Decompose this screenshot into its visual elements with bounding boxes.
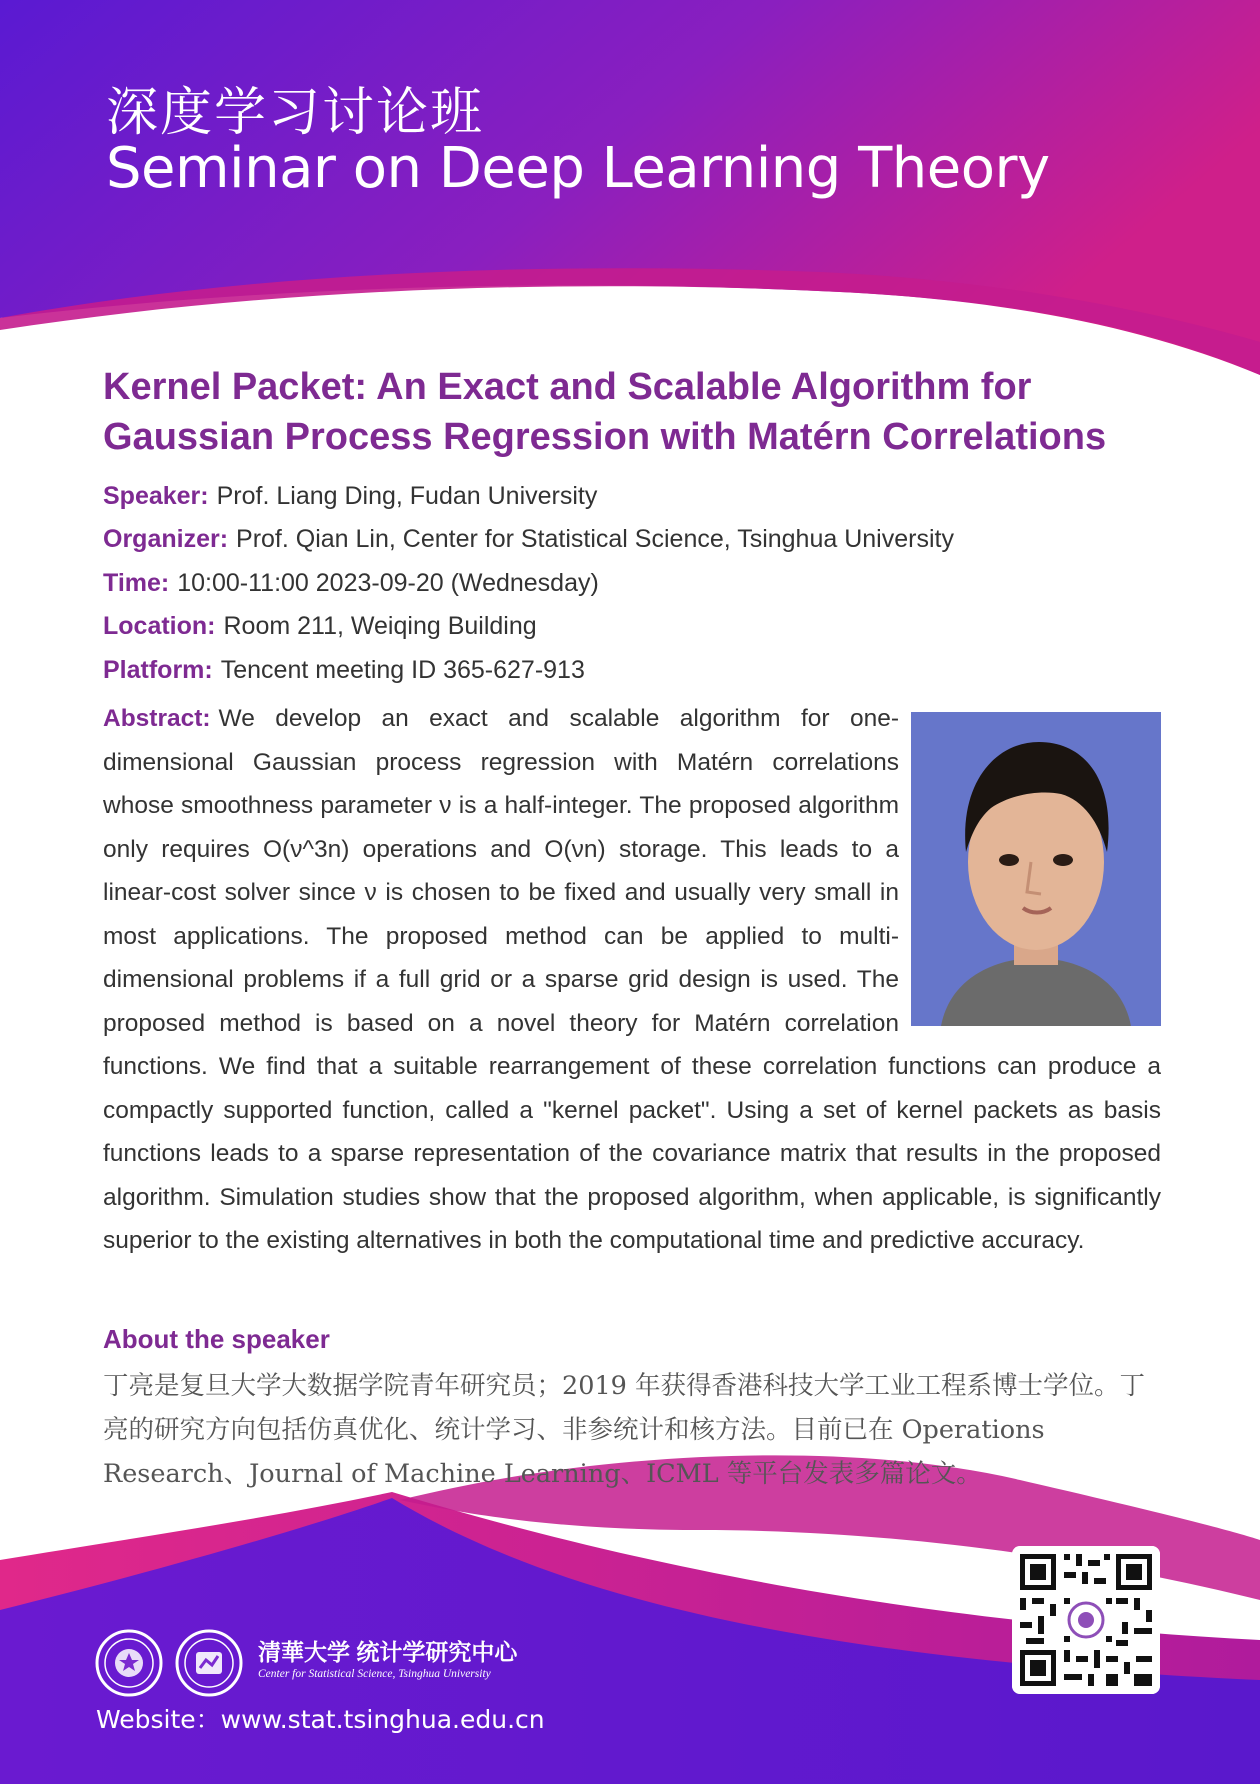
qr-code-icon bbox=[1012, 1546, 1160, 1694]
seminar-title-cn: 深度学习讨论班 bbox=[106, 83, 485, 143]
platform-label: Platform: bbox=[103, 656, 213, 684]
location-value: Room 211, Weiqing Building bbox=[223, 612, 537, 640]
time-value: 10:00-11:00 2023-09-20 (Wednesday) bbox=[177, 569, 599, 597]
organizer-row bbox=[103, 525, 1163, 554]
speaker-value: Prof. Liang Ding, Fudan University bbox=[216, 482, 598, 510]
abstract bbox=[103, 697, 1161, 1263]
center-name-cn: 清華大学 统计学研究中心 bbox=[258, 1639, 518, 1665]
website-link[interactable]: www.stat.tsinghua.edu.cn bbox=[220, 1705, 545, 1734]
location-row bbox=[103, 612, 1163, 641]
abstract-text: We develop an exact and scalable algorithm for one-dimensional Gaussian process regression with Matérn correlations whose smoothness parameter ν is a half-integer. The proposed algorithm only requires O(ν^3n) operations and O(νn) storage. This leads to a linear-cost solver since ν is chosen to be fixed and usually very small in most applications. The proposed method can be applied to multi-dimensional problems if a full grid or a sparse grid design is used. The proposed method is based on a novel theory for Matérn correlation functions. We find that a suitable rearrangement of these correlation functions can produce a compactly supported function, called a "kernel packet". Using a set of kernel packets as basis functions leads to a sparse representation of the covariance matrix that results in the proposed algorithm. Simulation studies show that the proposed algorithm, when applicable, is significantly superior to the existing alternatives in both the computational time and predictive accuracy. bbox=[103, 705, 1161, 1254]
tsinghua-seal-icon bbox=[97, 1631, 161, 1695]
abstract-label: Abstract: bbox=[103, 705, 211, 732]
about-heading: About the speaker bbox=[103, 1324, 330, 1354]
platform-row bbox=[103, 656, 1163, 685]
organizer-label: Organizer: bbox=[103, 525, 229, 553]
time-row bbox=[103, 569, 1163, 598]
speaker-label: Speaker: bbox=[103, 482, 209, 510]
about-text: 丁亮是复旦大学大数据学院青年研究员；2019 年获得香港科技大学工业工程系博士学位。丁亮的研究方向包括仿真优化、统计学习、非参统计和核方法。目前已在 Operations Research、Journal of Machine Learning、ICML 等平台发表多篇论文。 bbox=[103, 1371, 1146, 1489]
speaker-photo bbox=[911, 712, 1161, 1026]
website-label: Website： bbox=[96, 1705, 221, 1734]
time-label: Time: bbox=[103, 569, 170, 597]
center-name-en: Center for Statistical Science, Tsinghua University bbox=[258, 1668, 491, 1680]
website-row bbox=[96, 1700, 545, 1736]
seminar-title-en: Seminar on Deep Learning Theory bbox=[106, 136, 1050, 201]
talk-title: Kernel Packet: An Exact and Scalable Algorithm for Gaussian Process Regression with Matérn Correlations bbox=[103, 366, 1107, 458]
location-label: Location: bbox=[103, 612, 216, 640]
platform-value: Tencent meeting ID 365-627-913 bbox=[220, 656, 585, 684]
stat-center-seal-icon bbox=[177, 1631, 241, 1695]
organizer-value: Prof. Qian Lin, Center for Statistical Science, Tsinghua University bbox=[236, 525, 954, 553]
speaker-row bbox=[103, 482, 1163, 511]
